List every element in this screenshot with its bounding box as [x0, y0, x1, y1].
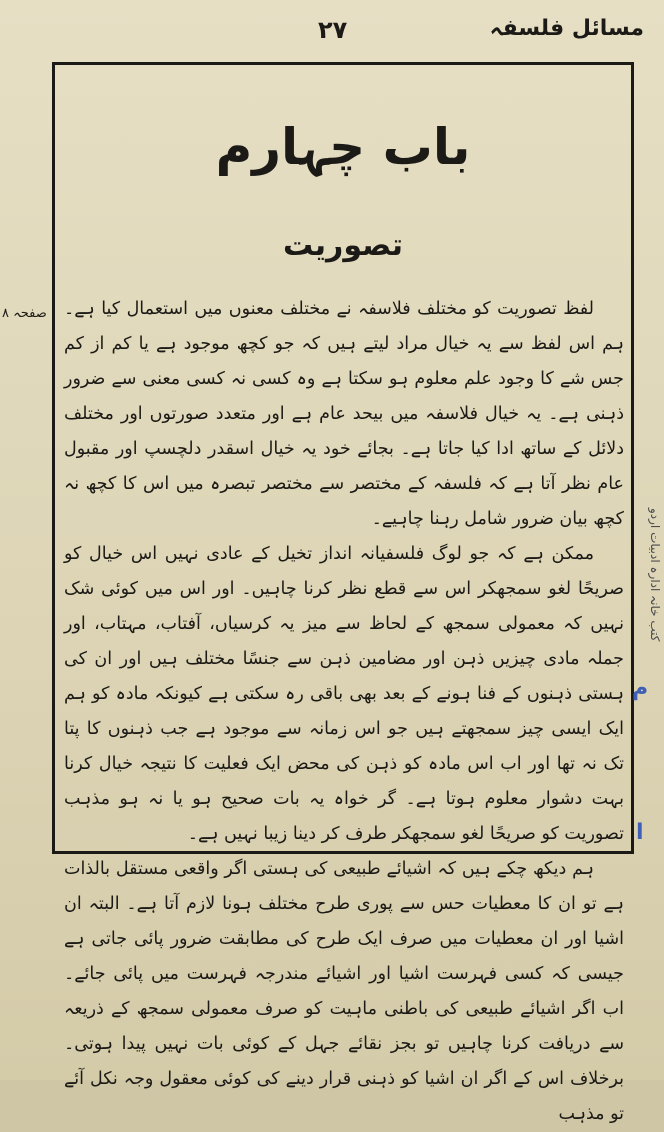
chapter-title: باب چہارم — [215, 118, 471, 176]
paragraph-2: ممکن ہے کہ جو لوگ فلسفیانہ انداز تخیل کے عادی نہیں اس خیال کو صریحًا لغو سمجھکر اس سے قطع نظر کرنا چاہیں۔ اور اس میں کوئی شک نہیں کہ معمولی سمجھ کے لحاظ سے میز یہ کرسیاں، آفتاب، مہتاب، اور جملہ مادی چیزیں ذہن اور مضامین ذہن سے جنسًا مختلف ہیں اور ان کی ہستی ذہنوں کے فنا ہونے کے بعد بھی باقی رہ سکتی ہے کیونکہ مادہ کو ہم ایک ایسی چیز سمجھتے ہیں جو اس زمانہ سے موجود ہے جب ذہنوں کا پتا تک نہ تھا اور اب اس مادہ کو ذہن کی محض ایک فعلیت کا نتیجہ خیال کرنا بہت دشوار معلوم ہوتا ہے۔ گر خواہ یہ بات صحیح ہو یا نہ ہو مذہب تصوریت کو صریحًا لغو سمجھکر طرف کر دینا زیبا نہیں ہے۔ — [64, 544, 624, 844]
library-stamp-margin: کتب خانہ ادارہ ادبیات اردو — [648, 508, 662, 642]
section-title: تصوریت — [283, 228, 403, 263]
paragraph-3: ہم دیکھ چکے ہیں کہ اشیائے طبیعی کی ہستی اگر واقعی مستقل بالذات ہے تو ان کا معطیات حس سے پوری طرح مختلف ہونا لازم آتا ہے۔ البتہ ان اشیا اور ان معطیات میں صرف ایک طرح کی مطابقت ضرور پائی جاتی ہے جیسی کہ کسی فہرست اشیا اور اشیائے مندرجہ فہرست میں پائی جائے۔ اب اگر اشیائے طبیعی کی باطنی ماہیت کو صرف معمولی سمجھ کے ذریعہ سے دریافت کرنا چاہیں تو بجز نقائے جہل کے کوئی بات نہیں پیدا ہوتی۔ برخلاف اس کے اگر ان اشیا کو ذہنی قرار دینے کی کوئی معقول وجہ نکل آئے تو مذہب — [64, 859, 624, 1124]
margin-note-left: صفحہ ۸ — [2, 306, 47, 321]
body-text — [64, 292, 624, 1124]
running-head — [0, 14, 664, 50]
page-number: ۲۷ — [318, 16, 348, 44]
ink-mark-2: ا — [636, 820, 644, 845]
running-title: مسائل فلسفہ — [489, 16, 644, 41]
ink-mark-1: م — [632, 676, 649, 701]
paragraph-1: لفظ تصوریت کو مختلف فلاسفہ نے مختلف معنوں میں استعمال کیا ہے۔ ہم اس لفظ سے یہ خیال مراد لیتے ہیں کہ جو کچھ موجود ہے یا کم از کم جس شے کا وجود علم معلوم ہو سکتا ہے وہ کسی نہ کسی معنی سے ضرور ذہنی ہے۔ یہ خیال فلاسفہ میں بیحد عام ہے اور متعدد صورتوں اور مختلف دلائل کے ساتھ ادا کیا جاتا ہے۔ بجائے خود یہ خیال اسقدر دلچسپ اور مقبول عام نظر آتا ہے کہ فلسفہ کے مختصر سے مختصر تبصرہ میں اس کا کچھ نہ کچھ بیان ضرور شامل رہنا چاہیے۔ — [64, 299, 624, 529]
